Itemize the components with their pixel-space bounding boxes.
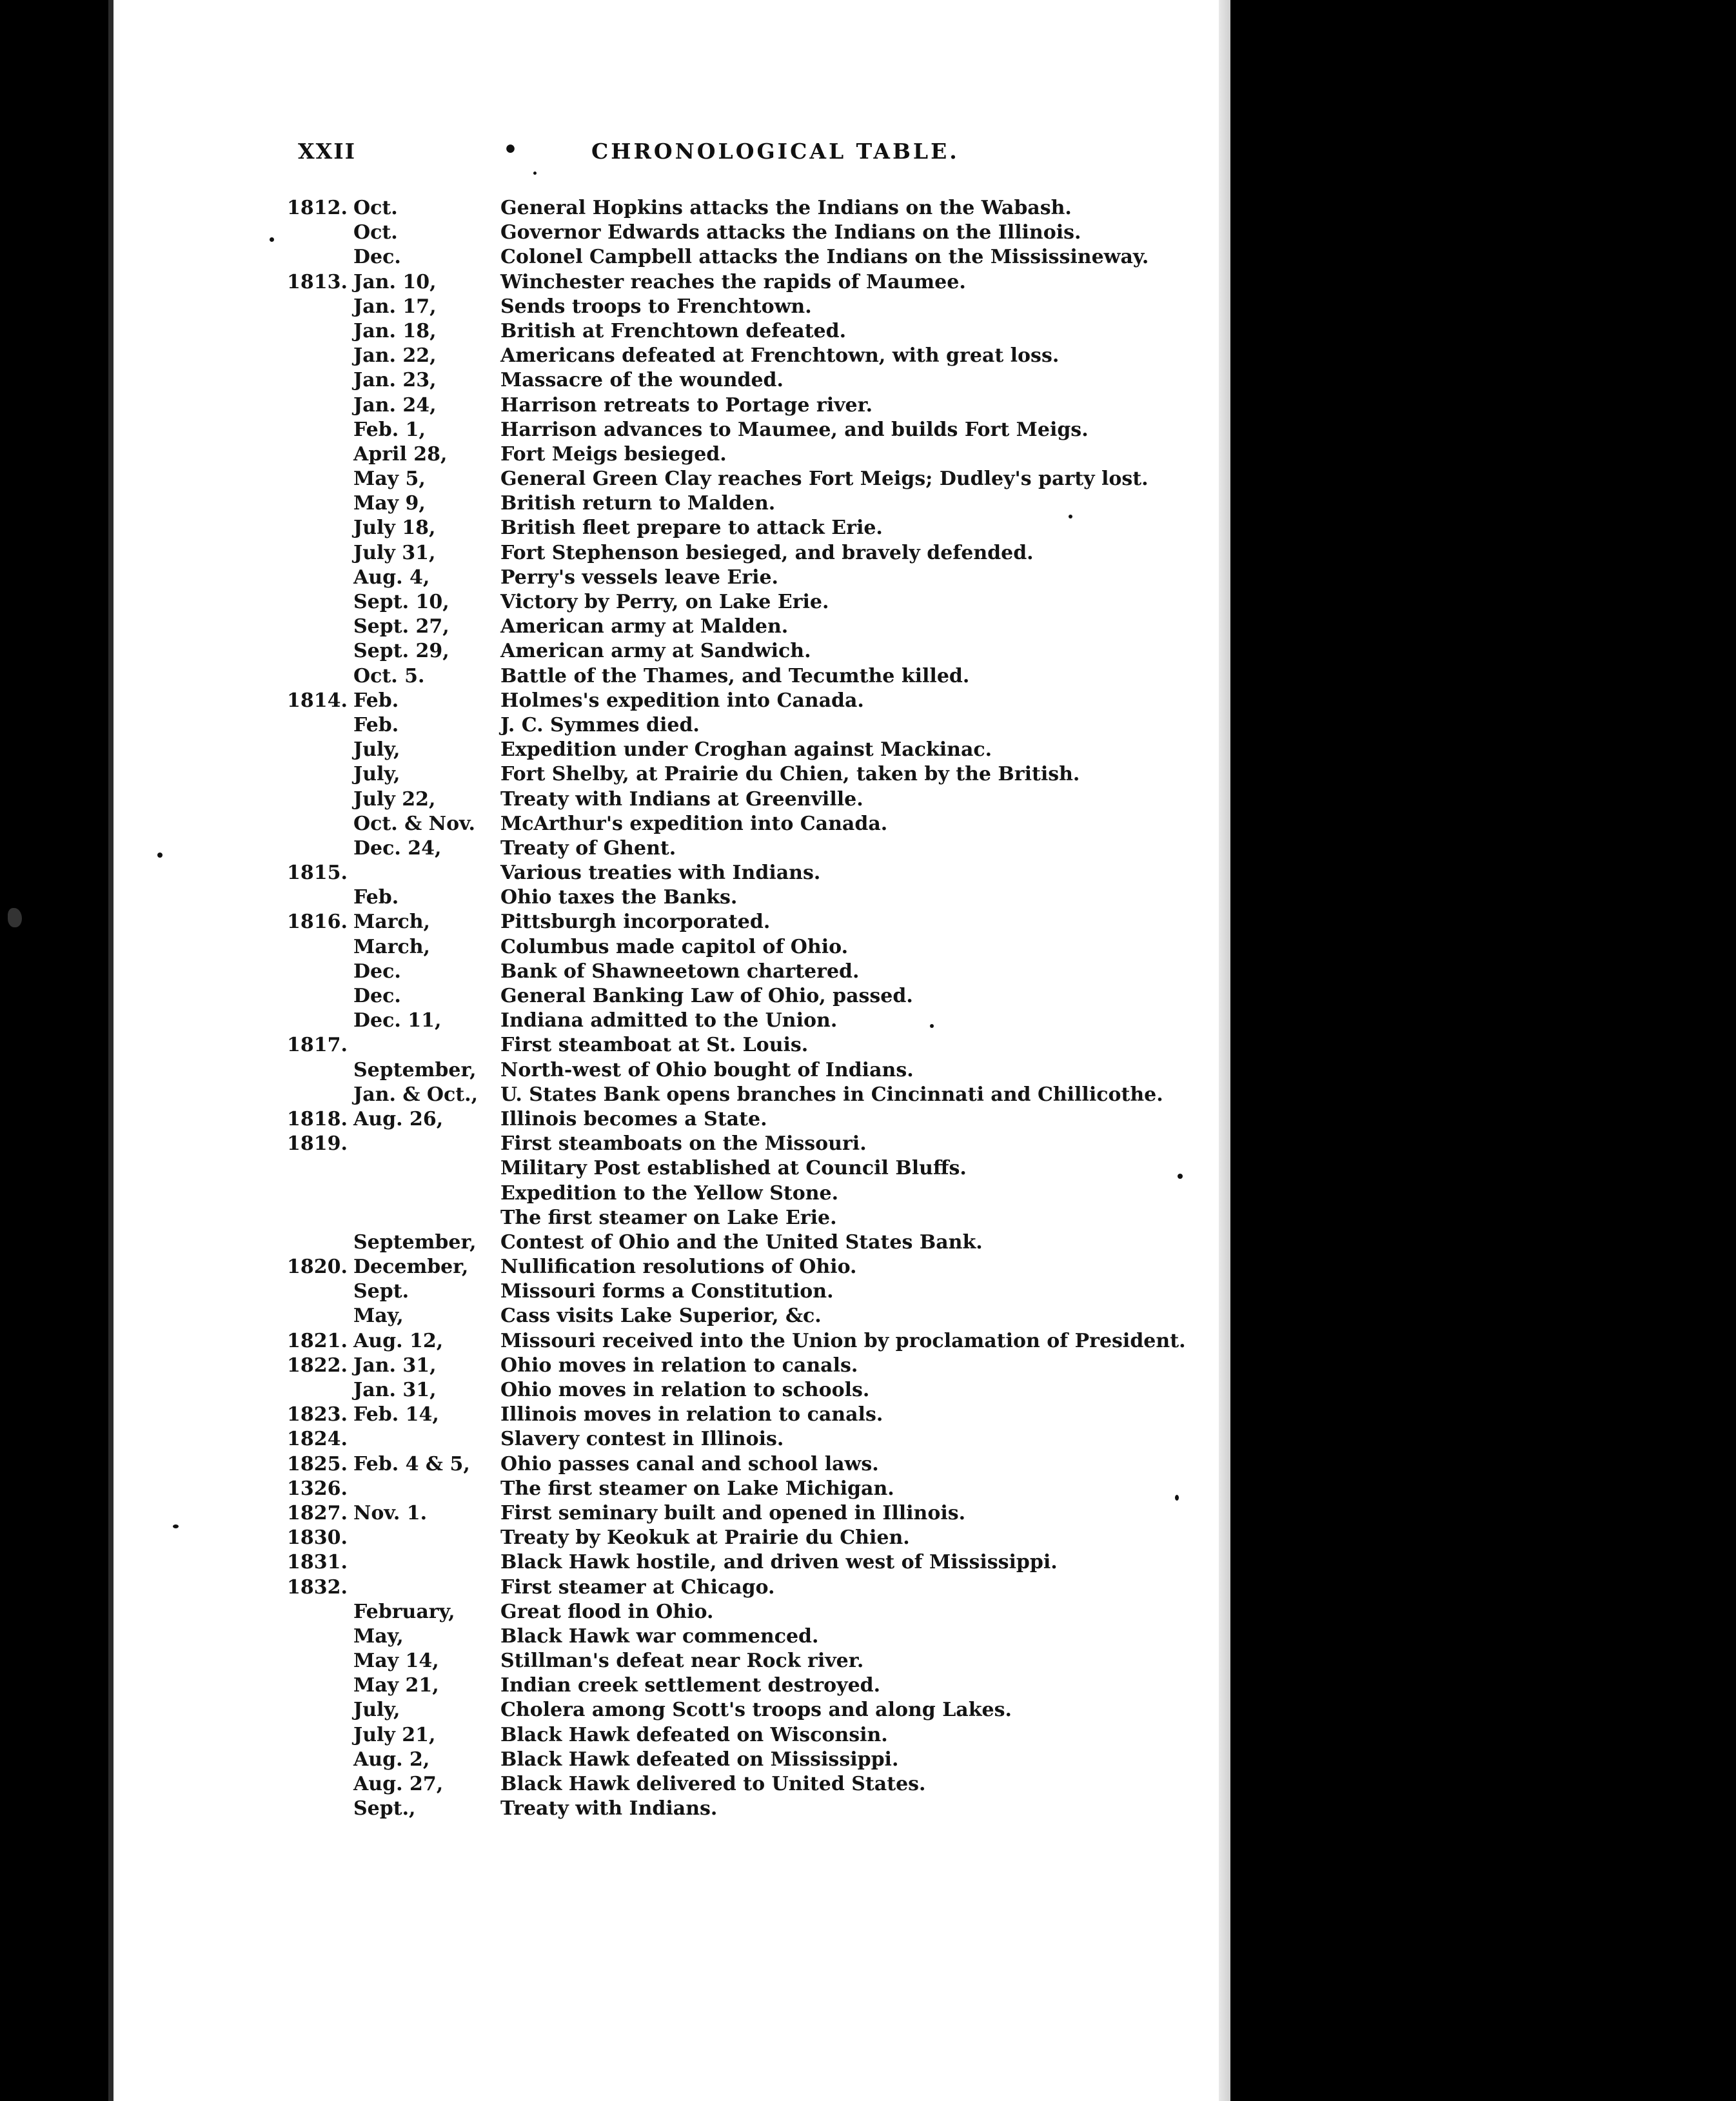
scan-speck [1069,515,1072,518]
entry-year: 1832. [287,1575,348,1599]
table-row [0,1723,1736,1748]
entry-date: Oct. 5. [353,664,425,687]
entry-event: Pittsburgh incorporated. [500,911,771,934]
entry-event: Various treaties with Indians. [500,862,821,885]
entry-event: Sends troops to Frenchtown. [500,295,812,318]
entry-year: 1821. [287,1329,348,1352]
entry-date: Oct. & Nov. [353,812,475,835]
entry-date: Jan. 31, [353,1354,437,1377]
entry-event: Indiana admitted to the Union. [500,1009,838,1032]
running-header [298,136,1007,171]
entry-date: Feb. [353,886,399,909]
table-row [0,1378,1736,1403]
table-row [0,1009,1736,1033]
table-row [0,1452,1736,1477]
chronological-table [0,196,1736,1821]
entry-date: May, [353,1624,404,1648]
table-row [0,1772,1736,1797]
table-row [0,689,1736,713]
entry-event: Governor Edwards attacks the Indians on the Illinois. [500,221,1081,244]
entry-event: McArthur's expedition into Canada. [500,812,888,835]
entry-date: July 18, [353,517,436,540]
entry-event: Black Hawk delivered to United States. [500,1773,926,1795]
entry-event: The first steamer on Lake Michigan. [500,1477,894,1500]
table-row [0,738,1736,762]
entry-date: Feb. [353,713,399,736]
table-row [0,1058,1736,1083]
scan-smudge [1006,2031,1014,2046]
table-row [0,1673,1736,1698]
table-row [0,516,1736,540]
entry-year: 1816. [287,911,348,934]
header-dot: • [503,136,518,163]
table-row [0,319,1736,344]
entry-event: Military Post established at Council Bluffs. [500,1157,967,1180]
table-row [0,1107,1736,1132]
entry-date: July 31, [353,541,436,564]
table-row [0,836,1736,861]
entry-event: North-west of Ohio bought of Indians. [500,1058,914,1081]
entry-event: Black Hawk defeated on Wisconsin. [500,1723,888,1746]
scan-speck [157,853,163,858]
entry-date: Jan. 10, [353,270,437,293]
entry-event: Cholera among Scott's troops and along Lakes. [500,1699,1012,1722]
entry-date: Aug. 12, [353,1329,444,1352]
table-row [0,960,1736,984]
entry-date: May, [353,1305,404,1328]
entry-year: 1823. [287,1403,348,1426]
entry-date: Jan. 23, [353,369,437,392]
entry-event: Holmes's expedition into Canada. [500,689,864,712]
entry-date: May 9, [353,492,426,515]
table-row [0,1279,1736,1304]
entry-event: Nullification resolutions of Ohio. [500,1256,857,1279]
entry-event: American army at Sandwich. [500,640,811,663]
entry-date: May 5, [353,468,426,491]
table-row [0,984,1736,1009]
entry-event: Missouri received into the Union by proclamation of President. [500,1329,1186,1352]
entry-date: Oct. [353,221,398,244]
entry-event: Massacre of the wounded. [500,369,784,392]
entry-event: British at Frenchtown defeated. [500,319,847,342]
entry-date: Dec. [353,985,401,1007]
table-row [0,1304,1736,1328]
entry-date: Feb. 4 & 5, [353,1452,470,1475]
entry-date: Jan. 24, [353,393,437,417]
table-row [0,1033,1736,1058]
entry-event: Battle of the Thames, and Tecumthe killed. [500,664,970,687]
table-row [0,1255,1736,1279]
entry-date: Jan. 18, [353,319,437,342]
entry-event: Stillman's defeat near Rock river. [500,1650,864,1673]
entry-event: Great flood in Ohio. [500,1600,714,1623]
entry-date: March, [353,911,430,934]
table-row [0,1427,1736,1452]
table-row [0,1575,1736,1600]
entry-date: Aug. 2, [353,1748,430,1771]
entry-event: Perry's vessels leave Erie. [500,566,779,589]
entry-event: Ohio taxes the Banks. [500,886,738,909]
entry-date: July, [353,1699,400,1722]
entry-date: April 28, [353,442,448,466]
table-row [0,1329,1736,1354]
entry-date: Sept. [353,1280,409,1303]
entry-date: Dec. [353,960,401,983]
table-row [0,1649,1736,1673]
entry-event: General Hopkins attacks the Indians on the Wabash. [500,197,1072,219]
entry-event: American army at Malden. [500,615,789,638]
entry-date: Nov. 1. [353,1501,428,1524]
table-row [0,245,1736,270]
entry-event: British fleet prepare to attack Erie. [500,517,883,540]
table-row [0,566,1736,590]
entry-event: Americans defeated at Frenchtown, with great loss. [500,344,1060,368]
table-row [0,812,1736,836]
entry-year: 1831. [287,1551,348,1574]
entry-year: 1813. [287,270,348,293]
entry-year: 1817. [287,1034,348,1057]
entry-event: Fort Shelby, at Prairie du Chien, taken by the British. [500,763,1080,786]
entry-date: March, [353,935,430,958]
entry-event: Winchester reaches the rapids of Maumee. [500,270,966,293]
page-title: CHRONOLOGICAL TABLE. [591,139,960,164]
entry-year: 1326. [287,1477,348,1500]
entry-date: Feb. 1, [353,418,426,441]
table-row [0,910,1736,934]
entry-event: Cass visits Lake Superior, &c. [500,1305,822,1328]
entry-date: May 14, [353,1650,439,1673]
table-row [0,1477,1736,1501]
entry-event: Treaty of Ghent. [500,836,676,860]
table-row [0,1083,1736,1107]
entry-event: Indian creek settlement destroyed. [500,1674,881,1697]
entry-date: July 21, [353,1723,436,1746]
table-row [0,295,1736,319]
entry-year: 1812. [287,197,348,219]
entry-event: Expedition under Croghan against Mackinac. [500,738,992,762]
table-row [0,1550,1736,1575]
entry-date: Dec. [353,246,401,269]
table-row [0,787,1736,812]
entry-year: 1819. [287,1132,348,1156]
entry-event: Columbus made capitol of Ohio. [500,935,849,958]
table-row [0,1403,1736,1427]
table-row [0,1181,1736,1206]
entry-year: 1825. [287,1452,348,1475]
table-row [0,1797,1736,1821]
scan-speck [533,172,537,175]
entry-event: Contest of Ohio and the United States Bank. [500,1230,983,1254]
entry-event: Black Hawk war commenced. [500,1624,819,1648]
entry-date: Oct. [353,197,398,219]
entry-event: Black Hawk hostile, and driven west of Mississippi. [500,1551,1058,1574]
entry-event: U. States Bank opens branches in Cincinnati and Chillicothe. [500,1083,1163,1106]
entry-event: Fort Stephenson besieged, and bravely defended. [500,541,1034,564]
entry-event: Treaty by Keokuk at Prairie du Chien. [500,1526,910,1550]
entry-event: Treaty with Indians. [500,1797,718,1820]
entry-event: First steamboat at St. Louis. [500,1034,809,1057]
entry-year: 1818. [287,1107,348,1130]
table-row [0,442,1736,467]
table-row [0,1526,1736,1550]
table-row [0,1600,1736,1624]
entry-event: Ohio passes canal and school laws. [500,1452,879,1475]
entry-date: Sept., [353,1797,416,1820]
table-row [0,713,1736,738]
entry-date: Sept. 27, [353,615,449,638]
entry-date: July 22, [353,787,436,811]
table-row [0,1698,1736,1722]
entry-event: Illinois becomes a State. [500,1107,767,1130]
entry-date: Dec. 11, [353,1009,442,1032]
table-row [0,639,1736,664]
table-row [0,270,1736,295]
entry-event: First steamer at Chicago. [500,1575,775,1599]
entry-event: Ohio moves in relation to canals. [500,1354,858,1377]
entry-event: Missouri forms a Constitution. [500,1280,834,1303]
entry-date: Feb. 14, [353,1403,439,1426]
entry-event: Colonel Campbell attacks the Indians on the Mississineway. [500,246,1149,269]
entry-event: First steamboats on the Missouri. [500,1132,867,1156]
entry-year: 1830. [287,1526,348,1550]
entry-date: Jan. 31, [353,1379,437,1401]
entry-date: Sept. 10, [353,591,449,613]
table-row [0,344,1736,368]
table-row [0,590,1736,615]
scan-speck [930,1024,934,1028]
entry-date: Aug. 27, [353,1773,444,1795]
entry-event: Harrison advances to Maumee, and builds Fort Meigs. [500,418,1089,441]
entry-date: December, [353,1256,469,1279]
table-row [0,368,1736,393]
entry-date: Aug. 26, [353,1107,444,1130]
entry-event: The first steamer on Lake Erie. [500,1206,837,1229]
entry-year: 1820. [287,1256,348,1279]
entry-date: May 21, [353,1674,439,1697]
entry-date: Jan. 22, [353,344,437,368]
entry-year: 1815. [287,862,348,885]
table-row [0,1206,1736,1230]
entry-date: July, [353,763,400,786]
entry-year: 1824. [287,1428,348,1451]
entry-event: General Green Clay reaches Fort Meigs; Dudley's party lost. [500,468,1149,491]
entry-date: Dec. 24, [353,836,442,860]
entry-date: Aug. 4, [353,566,430,589]
entry-date: July, [353,738,400,762]
table-row [0,541,1736,566]
entry-year: 1814. [287,689,348,712]
entry-date: February, [353,1600,455,1623]
entry-event: Slavery contest in Illinois. [500,1428,784,1451]
entry-year: 1827. [287,1501,348,1524]
table-row [0,1230,1736,1255]
entry-date: Jan. 17, [353,295,437,318]
table-row [0,196,1736,221]
entry-event: Harrison retreats to Portage river. [500,393,873,417]
entry-event: Illinois moves in relation to canals. [500,1403,883,1426]
entry-event: Black Hawk defeated on Mississippi. [500,1748,899,1771]
scan-speck [1175,1495,1179,1501]
table-row [0,1132,1736,1156]
table-row [0,664,1736,689]
entry-event: Bank of Shawneetown chartered. [500,960,860,983]
entry-event: Treaty with Indians at Greenville. [500,787,863,811]
table-row [0,1624,1736,1649]
entry-date: September, [353,1230,477,1254]
entry-date: Jan. & Oct., [353,1083,478,1106]
table-row [0,467,1736,491]
page-number: XXII [298,139,357,164]
entry-event: General Banking Law of Ohio, passed. [500,985,913,1007]
entry-event: Victory by Perry, on Lake Erie. [500,591,829,613]
scan-speck [173,1524,179,1528]
scan-speck [270,237,274,242]
table-row [0,1156,1736,1181]
table-row [0,221,1736,245]
entry-event: British return to Malden. [500,492,776,515]
entry-year: 1822. [287,1354,348,1377]
table-row [0,762,1736,787]
table-row [0,885,1736,910]
table-row [0,1748,1736,1772]
scan-speck [1178,1174,1183,1179]
entry-event: Expedition to the Yellow Stone. [500,1181,839,1205]
table-row [0,935,1736,960]
table-row [0,1501,1736,1526]
table-row [0,418,1736,442]
table-row [0,491,1736,516]
entry-event: J. C. Symmes died. [500,713,700,736]
table-row [0,393,1736,418]
entry-event: Fort Meigs besieged. [500,442,727,466]
entry-event: First seminary built and opened in Illinois. [500,1501,966,1524]
entry-date: Feb. [353,689,399,712]
entry-event: Ohio moves in relation to schools. [500,1379,870,1401]
table-row [0,615,1736,639]
table-row [0,1354,1736,1378]
entry-date: Sept. 29, [353,640,449,663]
table-row [0,861,1736,885]
entry-date: September, [353,1058,477,1081]
scan-smudge [8,908,22,927]
